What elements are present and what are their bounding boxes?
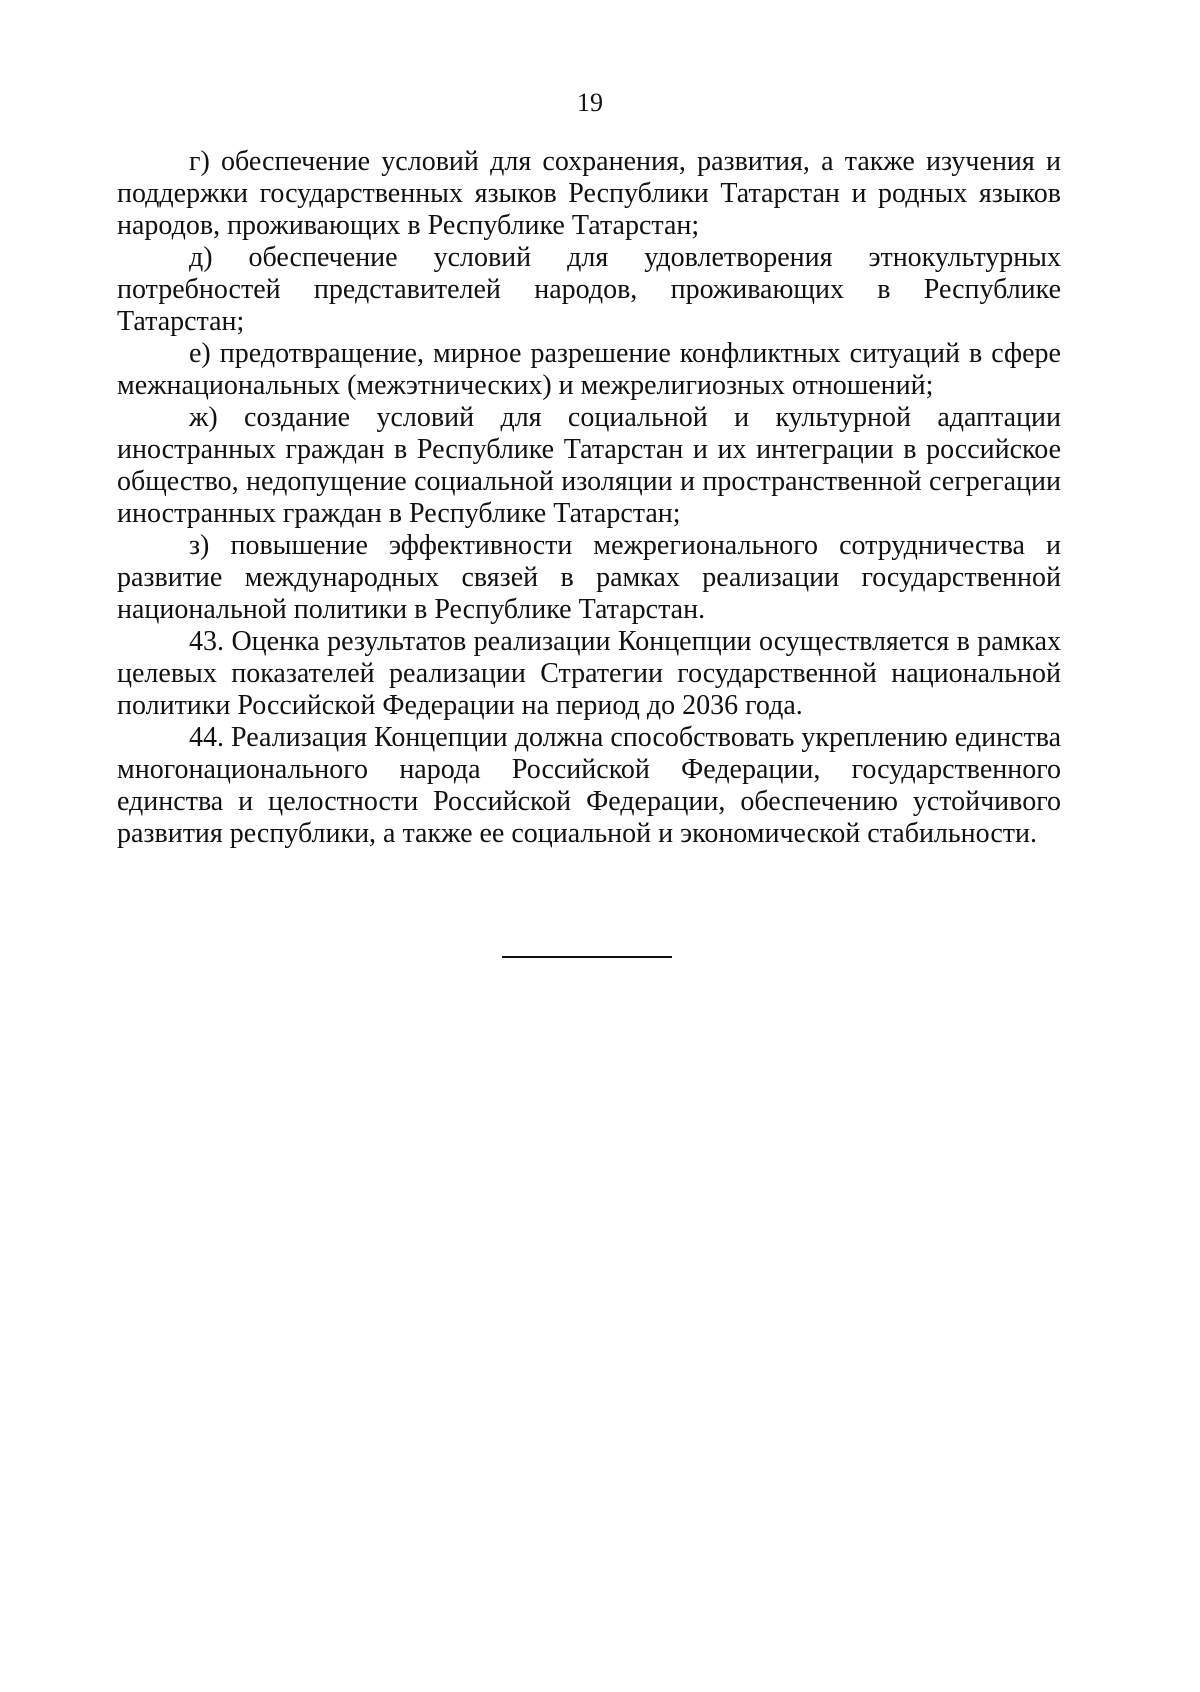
paragraph-g: г) обеспечение условий для сохранения, развития, а также изучения и поддержки государственных языков Республики Татарстан и родных языков народов, проживающих в Республике Татарстан; <box>117 146 1061 241</box>
paragraph-44: 44. Реализация Концепции должна способствовать укреплению единства многонационального народа Российской Федерации, государственного единства и целостности Российской Федерации, обеспечению устойчивого развития республики, а также ее социальной и экономической стабильности. <box>117 722 1061 849</box>
paragraph-e: е) предотвращение, мирное разрешение конфликтных ситуаций в сфере межнациональных (межэтнических) и межрелигиозных отношений; <box>117 338 1061 401</box>
page-number: 19 <box>577 88 603 117</box>
paragraph-d: д) обеспечение условий для удовлетворения этнокультурных потребностей представителей народов, проживающих в Республике Татарстан; <box>117 242 1061 337</box>
document-body <box>117 146 1061 850</box>
paragraph-zh: ж) создание условий для социальной и культурной адаптации иностранных граждан в Республике Татарстан и их интеграции в российское общество, недопущение социальной изоляции и пространственной сегрегации иностранных граждан в Республике Татарстан; <box>117 402 1061 529</box>
paragraph-z: з) повышение эффективности межрегионального сотрудничества и развитие международных связей в рамках реализации государственной национальной политики в Республике Татарстан. <box>117 530 1061 625</box>
end-separator-line <box>502 956 672 958</box>
paragraph-43: 43. Оценка результатов реализации Концепции осуществляется в рамках целевых показателей реализации Стратегии государственной национальной политики Российской Федерации на период до 2036 года. <box>117 626 1061 721</box>
